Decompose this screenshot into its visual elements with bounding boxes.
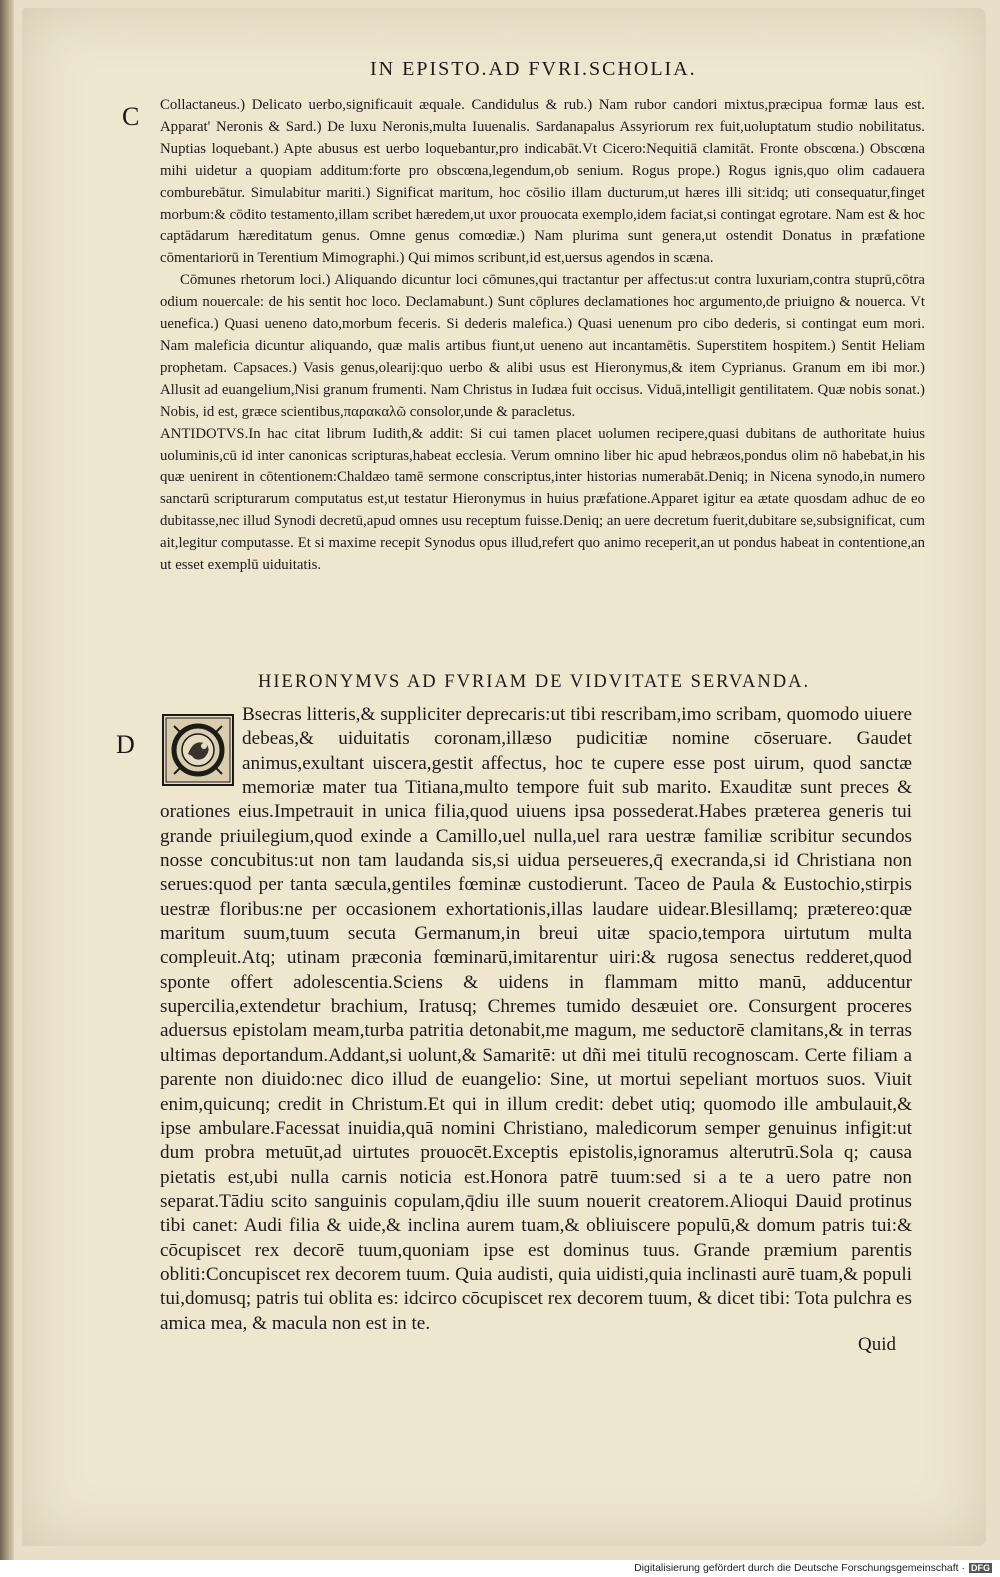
scholia-paragraph: ANTIDOTVS.In hac citat librum Iudith,& addit: Si cui tamen placet uolumen recipere,quasi dubitans de authoritate huius uoluminis,cū id inter canonicas scripturas,habeat ecclesia. Verum omnino liber hic apud hebræos,pondus olim nō habebat,in his quæ uenirent in cōtentionem:Chaldæo tamē sermone conscriptus,inter historias numerabāt.Deniq; in Nicena synodo,in numero sanctarū scripturarum computatus est,ut testatur Hieronymus in huius præfatione.Apparet igitur ea ætate quosdam adhuc de eo dubitasse,nec illud Synodi decretū,apud omnes usu receptum fuisse.Deniq; an uere decretum fuerit,dubitare se,subsignificat, cum ait,legitur computasse. Et si maxime recepit Synodus opus illud,refert quo animo receperit,an ut pondus habeat in contentione,an ut esset exemplū uiduitatis. xyxy=(160,425,925,574)
margin-letter-d: D xyxy=(116,730,135,759)
main-text-body: Bsecras litteris,& suppliciter deprecaris:ut tibi rescribam,imo scribam, quomodo uiuere debeas,& uiduitatis coronam,illæso pudicitiæ nomine cōseruare. Gaudet animus,exultant uiscera,gestit affectus, hoc te cupere esse post uirum, quod sanctæ memoriæ mater tua Titiana,multo tempore fuit sub marito. Exauditæ sunt preces & orationes eius.Impetrauit in unica filia,quod uiuens ipsa possederat.Habes præterea generis tui grande priuilegium,quod exinde a Camillo,uel nulla,uel rara uestræ familiæ scribitur secundos nosse concubitus:ut non tam laudanda sis,si uidua perseueres,q̄ execranda,si id Christiana non serues:quod per tanta sæcula,gentiles fœminæ custodierunt. Taceo de Paula & Eustochio,stirpis uestræ floribus:ne per occasionem exhortationis,illas laudare uidear.Blesillamq; prætereo:quæ maritum suum,tuum secuta Germanum,in breui uitæ spacio,tempora uirtutum multa compleuit.Atq; utinam præconia fœminarū,imitarentur uiri:& rugosa senectus redderet,quod sponte offert adolescentia.Sciens & uidens in flammam mitto manū, adducentur supercilia,extendetur brachium, Iratusq; Chremes tumido desæuiet ore. Consurgent proceres aduersus epistolam meam,turba patritia detonabit,me magum, me seductorē clamitans,& in terras ultimas deportandum.Addant,si uolunt,& Samaritē: ut dñi mei titulū recognoscam. Certe filiam a parente non diuido:nec dico illud de euangelio: Sine, ut mortui sepeliant mortuos suos. Viuit enim,quicunq; credit in Christum.Et qui in illum credit: debet utiq; quomodo ille ambulauit,& ipse ambulare.Facessat inuidia,quā nomini Christiano, maledicorum semper genuinus infigit:ut dum probra metuūt,ad uirtutes prouocēt.Exceptis epistolis,ignoramus alterutrū.Sola q; causa pietatis est,ubi nulla carnis noticia est.Honora patrē tuum:sed si a te a uero patre non separat.Tādiu scito sanguinis copulam,q̄diu ille suum nouerit creatorem.Alioqui Dauid protinus tibi canet: Audi filia & uide,& inclina aurem tuam,& obliuiscere populū,& domum patris tui:& cōcupiscet rex decorē tuum,quoniam ipse est dominus tuus. Grande præmium parentis obliti:Concupiscet rex decorem tuum. Quia audisti, quia uidisti,quia inclinasti aurē tuam,& populi tui,domusq; patris tui oblita es: idcirco cōcupiscet rex decorem tuum, & dicet tibi: Tota pulchra es amica mea, & macula non est in te. xyxy=(160,704,912,1334)
digitization-footer xyxy=(634,1562,992,1574)
scholia-commentary xyxy=(160,95,925,577)
scholia-paragraph: Collactaneus.) Delicato uerbo,significauit æquale. Candidulus & rub.) Nam rubor candori mixtus,præcipua formæ laus est. Apparat' Neronis & Sard.) De luxu Neronis,multa Iuuenalis. Sardanapalus Assyriorum rex fuit,uoluptatum studio nobilitatus. Nuptias loquebant.) Apte abusus est uerbo loquebantur,pro indicabāt.Vt Cicero:Nequitiā clamitāt. Fronte obscœna.) Obscœna mihi uidetur a quopiam additum:forte pro obscœna,legendum,ob senium. Rogus prope.) Rogus ignis,quo olim cadauera comburebātur. Simulabitur mariti.) Significat maritum, hoc cōsilio illam ducturum,ut hæres illi sit:idq; uti consequatur,finget morbum:& cōdito testamento,illam scribet hæredem,ut uxor prouocata exemplo,idem faciat,si contingat egrotare. Nam est & hoc captādarum hæreditatum genus. Omne genus comœdiæ.) Nam plurima sunt genera,ut ostendit Donatus in præfatione cōmentariorū in Terentium Mimographi.) Qui mimos scribunt,id est,uersus agendos in scæna. xyxy=(160,97,925,267)
running-head: IN EPISTO.AD FVRI.SCHOLIA. xyxy=(370,58,697,80)
book-binding-edge xyxy=(0,0,14,1560)
margin-letter-c: C xyxy=(122,102,140,131)
catchword: Quid xyxy=(858,1334,896,1355)
main-text-block xyxy=(160,703,912,1336)
dfg-logo: DFG xyxy=(971,1563,990,1573)
decorated-initial-o xyxy=(162,714,234,786)
footer-text: Digitalisierung gefördert durch die Deutsche Forschungsgemeinschaft · xyxy=(634,1562,965,1574)
scholia-paragraph: Cōmunes rhetorum loci.) Aliquando dicuntur loci cōmunes,qui tractantur per affectus:ut contra luxuriam,contra stuprū,cōtra odium nouercale: de his sentit hoc loco. Declamabunt.) Sunt cōplures declamationes hoc argumento,de priuigno & nouerca. Vt uenefica.) Quasi ueneno dato,morbum feceris. Si dederis malefica.) Quasi uenenum pro cibo dederis, si contingat eum mori. Nam maleficia dicuntur aliquando, quæ malis artibus fiunt,ut ueneno aut incantamētis. Superstitem hospitem.) Sentit Heliam prophetam. Capsaces.) Vasis genus,olearij:quo uerbo & alibi usus est Hieronymus,& item Cyprianus. Granum em ibi mor.) Allusit ad euangelium,Nisi granum frumenti. Nam Christus in Iudæa fuit occisus. Viduā,intelligit gentilitatem. Quæ nobis sonat.) Nobis, id est, græce scientibus,παρακαλῶ consolor,unde & paracletus. xyxy=(160,272,925,420)
section-heading: HIERONYMVS AD FVRIAM DE VIDVITATE SERVANDA. xyxy=(258,672,811,692)
